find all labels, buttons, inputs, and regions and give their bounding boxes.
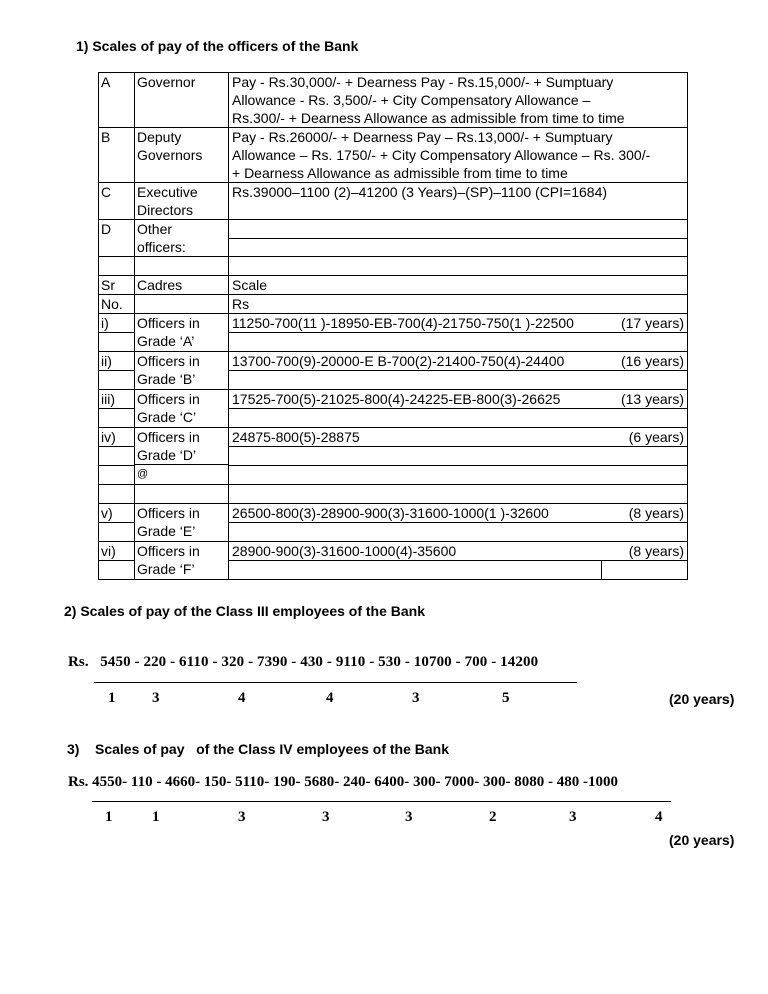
row-key: C (99, 183, 135, 219)
section-1-heading: 1) Scales of pay of the officers of the Bank (76, 38, 359, 54)
table-row-blank (98, 257, 688, 276)
scale-underline (94, 682, 577, 683)
scale-line: Pay - Rs.26000/- + Dearness Pay – Rs.13,000/- + Sumptuary (232, 129, 613, 145)
cadre-line: Deputy (137, 129, 182, 145)
cadre-line: Officers in (137, 353, 200, 369)
increment-count: 3 (412, 690, 420, 706)
sr-label: Sr (101, 277, 115, 293)
cadre-line: Directors (137, 202, 194, 218)
cadre-cell (135, 183, 229, 219)
cadre-line: Grade ‘A’ (137, 333, 195, 349)
cadre-line: Officers in (137, 315, 200, 331)
row-key: vi) (101, 543, 116, 559)
years-value: (16 years) (620, 353, 684, 369)
years-value: (6 years) (628, 429, 684, 445)
section-3-heading: 3) Scales of pay of the Class IV employees of the Bank (67, 741, 450, 757)
scale-cell (229, 128, 687, 182)
scale-label: Scale (232, 277, 268, 293)
scale-line: Allowance - Rs. 3,500/- + City Compensatory Allowance – (232, 92, 591, 108)
increment-count: 4 (655, 809, 663, 825)
cadres-label: Cadres (137, 277, 183, 293)
increment-count: 1 (105, 809, 113, 825)
cadre-line: Grade ‘F’ (137, 561, 195, 577)
table-row-executive-directors (98, 183, 688, 220)
cadre-line: Officers in (137, 391, 200, 407)
cadre-line: Officers in (137, 505, 200, 521)
cadre-line: Officers in (137, 429, 200, 445)
scale-value: 26500-800(3)-28900-900(3)-31600-1000(1 )-32600 (232, 505, 549, 521)
no-label: No. (99, 294, 134, 313)
class-iv-years: (20 years) (669, 832, 735, 848)
cadres-header (135, 276, 229, 313)
row-key: iv) (101, 429, 116, 445)
table-row-governor (98, 72, 688, 128)
table-header-row (98, 276, 688, 314)
at-symbol: @ (135, 464, 228, 483)
table-row-blank (98, 485, 688, 504)
years-value: (17 years) (620, 315, 684, 331)
row-key: v) (101, 505, 113, 521)
section-2-heading: 2) Scales of pay of the Class III employees of the Bank (64, 603, 426, 619)
table-row-grade-b (98, 352, 688, 390)
scale-cell (229, 73, 687, 127)
cadre-line: Executive (137, 184, 198, 200)
scale-value: 24875-800(5)-28875 (232, 429, 360, 445)
scale-line: + Dearness Allowance as admissible from time to time (232, 165, 568, 181)
scale-underline (92, 801, 671, 802)
cadre-line: Governors (137, 147, 203, 163)
increment-count: 5 (502, 690, 510, 706)
cadre-line: Grade ‘B’ (137, 371, 196, 387)
years-value: (13 years) (620, 391, 684, 407)
scale-value: 11250-700(11 )-18950-EB-700(4)-21750-750(1 )-22500 (232, 315, 574, 331)
scale-line: Pay - Rs.30,000/- + Dearness Pay - Rs.15,000/- + Sumptuary (232, 74, 614, 90)
scale-cell (229, 220, 687, 256)
sr-header (99, 276, 135, 313)
cadre-line: officers: (137, 239, 186, 255)
increment-count: 3 (405, 809, 413, 825)
table-row-grade-f (98, 542, 688, 580)
class-iii-years: (20 years) (669, 691, 735, 707)
scale-line: Rs.300/- + Dearness Allowance as admissible from time to time (232, 110, 625, 126)
class-iv-scale: Rs. 4550- 110 - 4660- 150- 5110- 190- 5680- 240- 6400- 300- 7000- 300- 8080 - 480 -1000 (68, 774, 618, 790)
years-value: (8 years) (628, 505, 684, 521)
increment-count: 3 (152, 690, 160, 706)
cadre-cell (135, 128, 229, 182)
increment-count: 3 (322, 809, 330, 825)
increment-count: 2 (489, 809, 497, 825)
scale-header (229, 276, 687, 313)
table-row-other-officers (98, 220, 688, 257)
row-key: A (99, 73, 135, 127)
table-row-grade-c (98, 390, 688, 428)
cadre-cell (135, 220, 229, 256)
years-value: (8 years) (628, 543, 684, 559)
cadre-cell: Governor (135, 73, 229, 127)
table-row-grade-a (98, 314, 688, 352)
increment-count: 1 (152, 809, 160, 825)
increment-count: 3 (238, 809, 246, 825)
table-row-grade-e (98, 504, 688, 542)
row-key: i) (101, 315, 109, 331)
cadre-line: Officers in (137, 543, 200, 559)
increment-count: 3 (569, 809, 577, 825)
scale-cell: Rs.39000–1100 (2)–41200 (3 Years)–(SP)–1100 (CPI=1684) (232, 184, 608, 200)
scale-value: 28900-900(3)-31600-1000(4)-35600 (232, 543, 457, 559)
class-iii-scale: Rs. 5450 - 220 - 6110 - 320 - 7390 - 430 - 9110 - 530 - 10700 - 700 - 14200 (68, 654, 539, 670)
scale-value: 13700-700(9)-20000-E B-700(2)-21400-750(4)-24400 (232, 353, 565, 369)
cadre-line: Grade ‘E’ (137, 523, 196, 539)
row-key: D (99, 220, 135, 256)
table-row-deputy-governors (98, 128, 688, 183)
row-key: ii) (101, 353, 112, 369)
row-key: B (99, 128, 135, 182)
increment-count: 4 (238, 690, 246, 706)
scale-line: Allowance – Rs. 1750/- + City Compensatory Allowance – Rs. 300/- (232, 147, 651, 163)
officers-pay-table (98, 72, 688, 580)
increment-count: 1 (108, 690, 116, 706)
cadre-line: Grade ‘D’ (137, 447, 197, 463)
table-row-grade-d (98, 428, 688, 485)
cadre-line: Other (137, 221, 173, 237)
increment-count: 4 (326, 690, 334, 706)
rs-label: Rs (229, 294, 687, 313)
scale-value: 17525-700(5)-21025-800(4)-24225-EB-800(3)-26625 (232, 391, 561, 407)
cadre-line: Grade ‘C’ (137, 409, 197, 425)
row-key: iii) (101, 391, 115, 407)
